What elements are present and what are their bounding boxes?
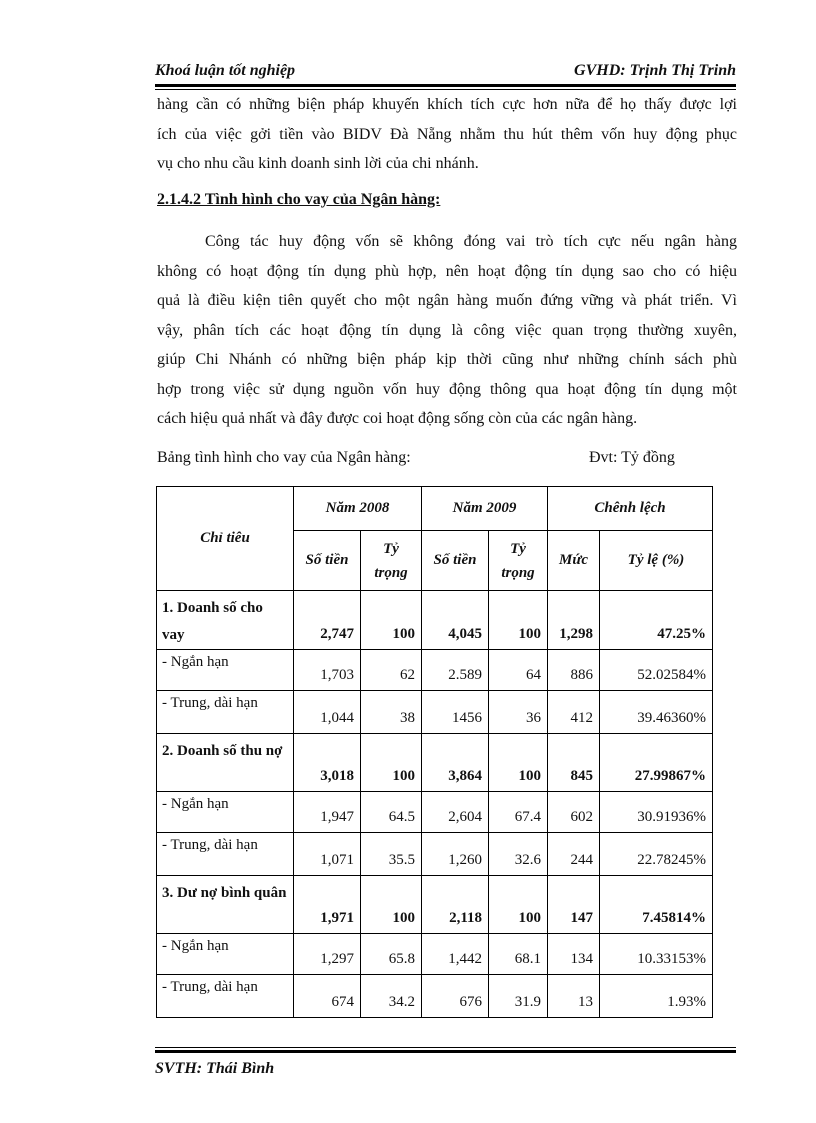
cell-share-2009: 32.6 bbox=[489, 833, 548, 876]
cell-diff: 602 bbox=[548, 792, 600, 833]
page-header bbox=[155, 62, 736, 84]
row-label: - Ngắn hạn bbox=[157, 934, 294, 975]
cell-share-2008: 100 bbox=[361, 734, 422, 792]
row-label: 2. Doanh số thu nợ bbox=[157, 734, 294, 792]
cell-diff: 1,298 bbox=[548, 591, 600, 650]
row-label: - Trung, dài hạn bbox=[157, 691, 294, 734]
cell-diff-pct: 47.25% bbox=[600, 591, 713, 650]
header-thesis-title: Khoá luận tốt nghiệp bbox=[155, 62, 296, 79]
cell-value-2008: 1,703 bbox=[294, 650, 361, 691]
cell-share-2008: 35.5 bbox=[361, 833, 422, 876]
body-line: cách hiệu quả nhất và đây được coi hoạt động sống còn của các ngân hàng. bbox=[157, 410, 638, 427]
cell-share-2008: 65.8 bbox=[361, 934, 422, 975]
cell-share-2008: 34.2 bbox=[361, 975, 422, 1018]
cell-diff-pct: 39.46360% bbox=[600, 691, 713, 734]
subheader-muc: Mức bbox=[548, 531, 600, 591]
table-row bbox=[157, 734, 713, 792]
intro-line: hàng cần có những biện pháp khuyến khích tích cực hơn nữa để họ thấy được lợi bbox=[157, 96, 737, 113]
cell-value-2008: 1,071 bbox=[294, 833, 361, 876]
table-unit: Đvt: Tỷ đồng bbox=[589, 449, 675, 466]
cell-share-2009: 68.1 bbox=[489, 934, 548, 975]
cell-diff-pct: 27.99867% bbox=[600, 734, 713, 792]
header-chi-tieu: Chỉ tiêu bbox=[157, 487, 294, 591]
intro-line: ích của việc gởi tiền vào BIDV Đà Nẵng nhằm thu hút thêm vốn huy động phục bbox=[157, 125, 737, 143]
body-paragraph bbox=[157, 227, 737, 434]
cell-diff-pct: 22.78245% bbox=[600, 833, 713, 876]
cell-share-2009: 31.9 bbox=[489, 975, 548, 1018]
cell-value-2009: 1,442 bbox=[422, 934, 489, 975]
table-row bbox=[157, 691, 713, 734]
cell-diff: 886 bbox=[548, 650, 600, 691]
cell-diff-pct: 7.45814% bbox=[600, 876, 713, 934]
cell-share-2009: 67.4 bbox=[489, 792, 548, 833]
header-advisor: GVHD: Trịnh Thị Trinh bbox=[574, 62, 736, 79]
cell-value-2008: 3,018 bbox=[294, 734, 361, 792]
cell-value-2008: 2,747 bbox=[294, 591, 361, 650]
cell-share-2008: 38 bbox=[361, 691, 422, 734]
header-chenh-lech: Chênh lệch bbox=[548, 487, 713, 531]
subheader-so-tien: Số tiền bbox=[422, 531, 489, 591]
cell-share-2009: 100 bbox=[489, 734, 548, 792]
cell-diff-pct: 10.33153% bbox=[600, 934, 713, 975]
subheader-ty-trong: Tỷ trọng bbox=[489, 531, 548, 591]
table-caption bbox=[157, 449, 702, 467]
intro-paragraph bbox=[157, 90, 737, 179]
table-row bbox=[157, 876, 713, 934]
cell-value-2008: 674 bbox=[294, 975, 361, 1018]
cell-value-2009: 1,260 bbox=[422, 833, 489, 876]
cell-value-2008: 1,971 bbox=[294, 876, 361, 934]
subheader-so-tien: Số tiền bbox=[294, 531, 361, 591]
cell-share-2008: 64.5 bbox=[361, 792, 422, 833]
section-heading: 2.1.4.2 Tình hình cho vay của Ngân hàng: bbox=[157, 191, 441, 208]
cell-value-2008: 1,297 bbox=[294, 934, 361, 975]
table-row bbox=[157, 650, 713, 691]
table-row bbox=[157, 792, 713, 833]
page-footer: SVTH: Thái Bình bbox=[155, 1060, 275, 1077]
cell-diff-pct: 30.91936% bbox=[600, 792, 713, 833]
body-line: giúp Chi Nhánh có những biện pháp kịp thời cũng như những chính sách phù bbox=[157, 351, 737, 368]
cell-value-2009: 3,864 bbox=[422, 734, 489, 792]
cell-value-2009: 4,045 bbox=[422, 591, 489, 650]
table-caption-text: Bảng tình hình cho vay của Ngân hàng: bbox=[157, 449, 411, 466]
body-line: hợp trong việc sử dụng nguồn vốn huy động thông qua hoạt động tín dụng một bbox=[157, 380, 737, 398]
cell-share-2008: 100 bbox=[361, 591, 422, 650]
cell-diff: 244 bbox=[548, 833, 600, 876]
row-label: 1. Doanh số cho vay bbox=[157, 591, 294, 650]
cell-share-2009: 100 bbox=[489, 876, 548, 934]
cell-value-2008: 1,044 bbox=[294, 691, 361, 734]
row-label: - Ngắn hạn bbox=[157, 650, 294, 691]
body-line: vậy, phân tích các hoạt động tín dụng là công việc quan trọng thường xuyên, bbox=[157, 321, 737, 339]
body-line: quả là điều kiện tiên quyết cho một ngân hàng muốn đứng vững và phát triển. Vì bbox=[157, 292, 737, 309]
footer-rule-thick bbox=[155, 1050, 736, 1053]
row-label: - Ngắn hạn bbox=[157, 792, 294, 833]
table-header-row bbox=[157, 487, 713, 531]
cell-value-2008: 1,947 bbox=[294, 792, 361, 833]
cell-share-2008: 100 bbox=[361, 876, 422, 934]
cell-share-2009: 100 bbox=[489, 591, 548, 650]
cell-share-2009: 64 bbox=[489, 650, 548, 691]
subheader-ty-trong: Tỷ trọng bbox=[361, 531, 422, 591]
cell-diff: 412 bbox=[548, 691, 600, 734]
table-row bbox=[157, 833, 713, 876]
body-line: Công tác huy động vốn sẽ không đóng vai trò tích cực nếu ngân hàng bbox=[205, 233, 737, 250]
cell-value-2009: 1456 bbox=[422, 691, 489, 734]
table-row bbox=[157, 591, 713, 650]
intro-line: vụ cho nhu cầu kinh doanh sinh lời của chi nhánh. bbox=[157, 155, 479, 172]
cell-diff: 134 bbox=[548, 934, 600, 975]
cell-diff: 147 bbox=[548, 876, 600, 934]
header-2008: Năm 2008 bbox=[294, 487, 422, 531]
row-label: - Trung, dài hạn bbox=[157, 833, 294, 876]
footer-rule-thin bbox=[155, 1047, 736, 1048]
cell-value-2009: 2,604 bbox=[422, 792, 489, 833]
cell-value-2009: 2,118 bbox=[422, 876, 489, 934]
table-row bbox=[157, 975, 713, 1018]
row-label: 3. Dư nợ bình quân bbox=[157, 876, 294, 934]
row-label: - Trung, dài hạn bbox=[157, 975, 294, 1018]
cell-share-2008: 62 bbox=[361, 650, 422, 691]
cell-diff-pct: 52.02584% bbox=[600, 650, 713, 691]
cell-diff-pct: 1.93% bbox=[600, 975, 713, 1018]
header-2009: Năm 2009 bbox=[422, 487, 548, 531]
subheader-ty-le: Tỷ lệ (%) bbox=[600, 531, 713, 591]
cell-value-2009: 2.589 bbox=[422, 650, 489, 691]
cell-diff: 845 bbox=[548, 734, 600, 792]
table-row bbox=[157, 934, 713, 975]
loan-table bbox=[156, 486, 713, 1018]
cell-diff: 13 bbox=[548, 975, 600, 1018]
cell-share-2009: 36 bbox=[489, 691, 548, 734]
cell-value-2009: 676 bbox=[422, 975, 489, 1018]
header-rule-thick bbox=[155, 84, 736, 87]
body-line: không có hoạt động tín dụng phù hợp, nên hoạt động tín dụng sao cho có hiệu bbox=[157, 262, 737, 280]
